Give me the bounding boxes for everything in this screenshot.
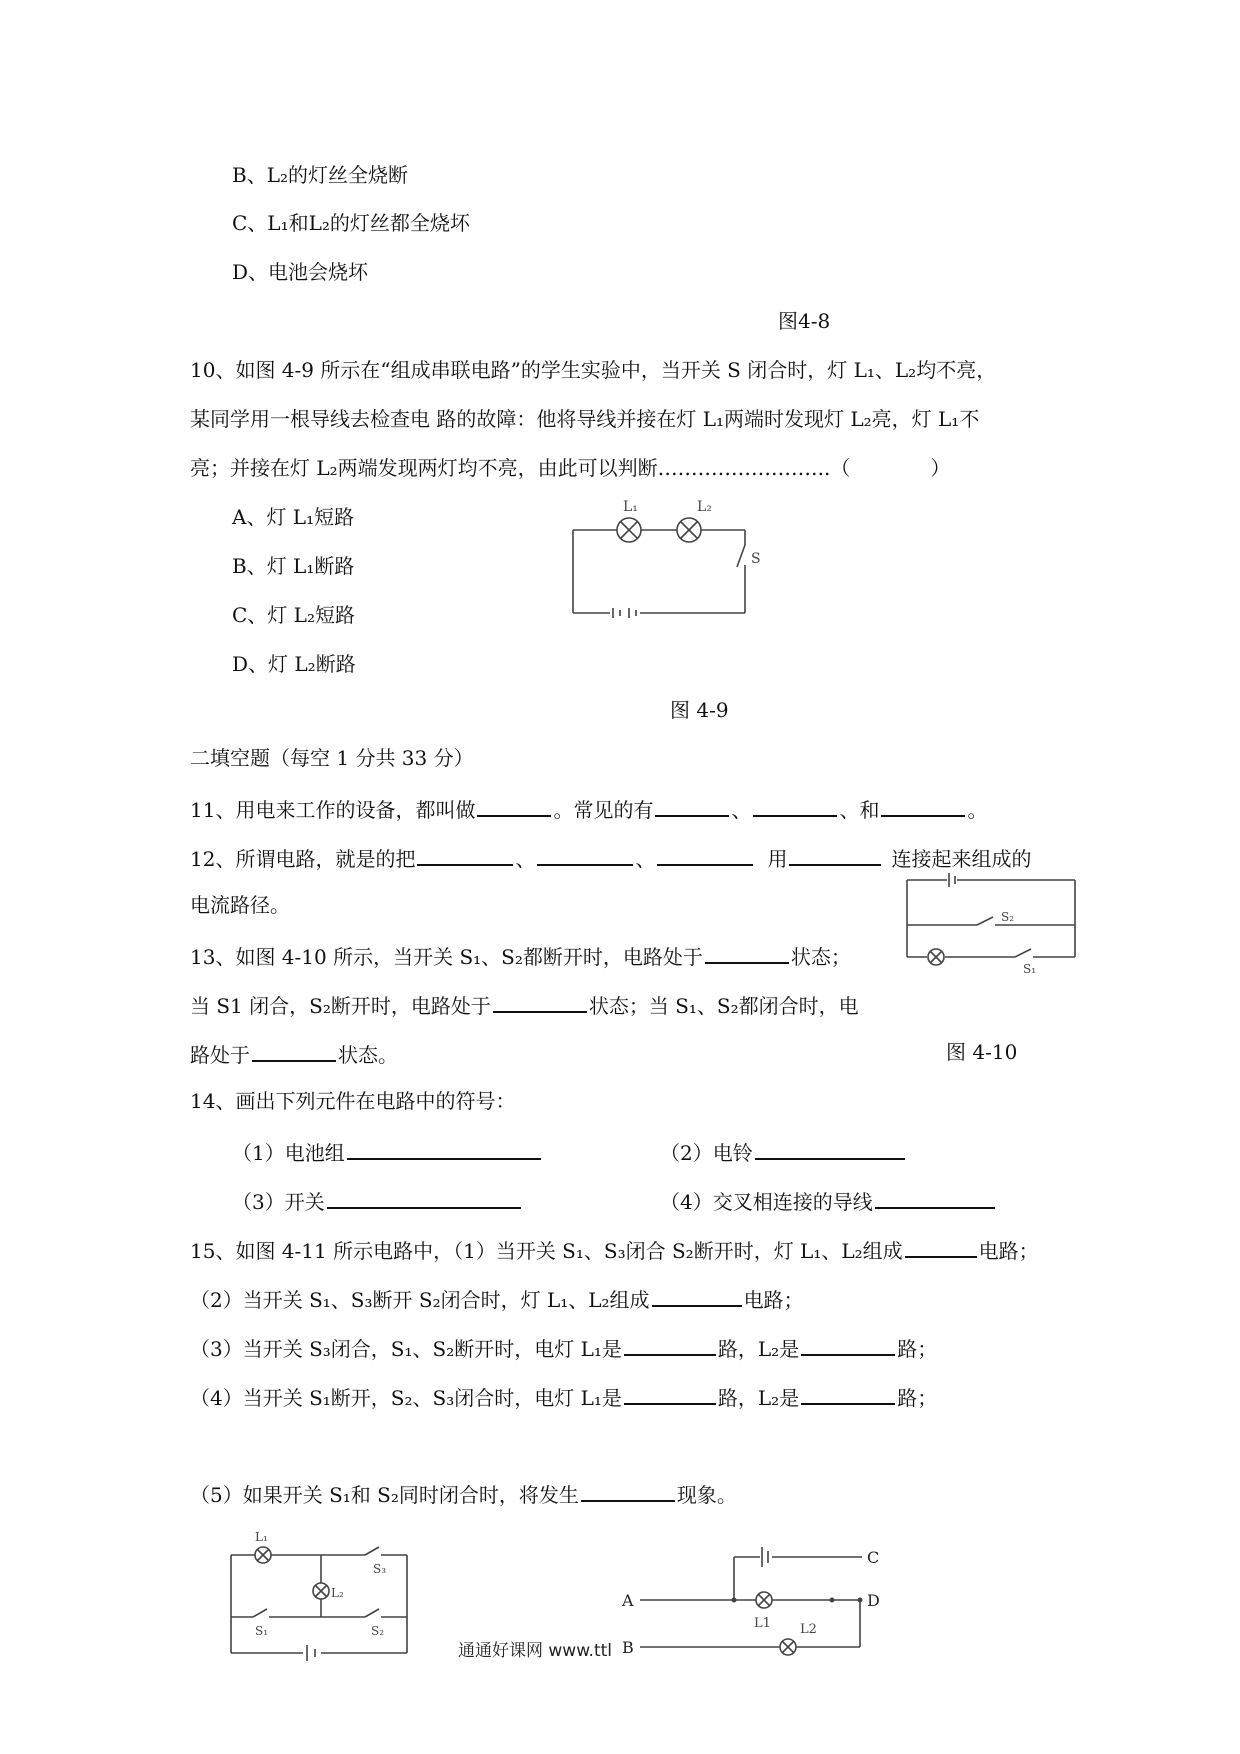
watermark-text: 通通好课网 www.ttl xyxy=(458,1641,613,1661)
q9-option-d: D、电池会烧坏 xyxy=(232,260,369,284)
q13-text-4: 状态；当 S₁、S₂都闭合时，电 xyxy=(588,994,859,1018)
q13-text-6: 状态。 xyxy=(338,1043,398,1067)
q15-text-4b: 路，L₂是 xyxy=(717,1386,800,1410)
q15-text-5a: （5）如果开关 S₁和 S₂同时闭合时，将发生 xyxy=(190,1483,579,1507)
abcd-circuit-diagram xyxy=(622,1535,892,1665)
q11-blank-4[interactable] xyxy=(881,797,965,817)
q13-text-5: 路处于 xyxy=(190,1043,250,1067)
q10-line-3: 亮；并接在灯 L₂两端发现两灯均不亮，由此可以判断……………………..（ ） xyxy=(190,456,951,480)
abcd-label-c: C xyxy=(867,1548,880,1567)
fig49-label-s: S xyxy=(751,551,761,567)
q14-blank-2[interactable] xyxy=(755,1140,905,1160)
q10-option-b: B、灯 L₁断路 xyxy=(232,554,355,578)
figure-4-10-caption: 图 4-10 xyxy=(946,1040,1018,1064)
fig411-label-s3: S₃ xyxy=(373,1562,387,1576)
q10-option-a: A、灯 L₁短路 xyxy=(232,505,355,529)
abcd-label-l1: L1 xyxy=(754,1616,771,1631)
q15-text-3a: （3）当开关 S₃闭合，S₁、S₂断开时，电灯 L₁是 xyxy=(190,1337,622,1361)
fig411-label-l2: L₂ xyxy=(331,1586,344,1600)
figure-4-10-diagram xyxy=(905,875,1085,975)
q12-text-2: 、 xyxy=(515,847,536,871)
q13-blank-1[interactable] xyxy=(705,944,789,964)
q11-text-4: 、和 xyxy=(839,798,880,822)
q13-blank-3[interactable] xyxy=(252,1042,336,1062)
abcd-label-a: A xyxy=(622,1591,634,1610)
q15-text-4a: （4）当开关 S₁断开，S₂、S₃闭合时，电灯 L₁是 xyxy=(190,1386,622,1410)
q14-title: 14、画出下列元件在电路中的符号： xyxy=(190,1089,516,1113)
fig411-label-s2: S₂ xyxy=(371,1624,385,1638)
q15-text-3b: 路，L₂是 xyxy=(717,1337,800,1361)
q15-line-3 xyxy=(190,1336,937,1359)
fig410-label-s2: S₂ xyxy=(1001,910,1015,924)
q10-option-c: C、灯 L₂短路 xyxy=(232,603,355,627)
q14-blank-4[interactable] xyxy=(875,1189,995,1209)
q11-text-2: 。常见的有 xyxy=(553,798,654,822)
q12-text-4: 用 xyxy=(767,847,788,871)
q14-item-4-label: （4）交叉相连接的导线 xyxy=(660,1190,873,1214)
q9-option-c: C、L₁和L₂的灯丝都全烧坏 xyxy=(232,211,470,235)
abcd-label-l2: L2 xyxy=(800,1622,817,1637)
q15-line-4 xyxy=(190,1385,937,1408)
q15-line-1 xyxy=(190,1238,1039,1261)
fig49-label-l2: L₂ xyxy=(697,499,712,515)
q13-text-3: 当 S1 闭合，S₂断开时，电路处于 xyxy=(190,994,491,1018)
q11-blank-3[interactable] xyxy=(753,797,837,817)
q10-line-2: 某同学用一根导线去检查电 路的故障：他将导线并接在灯 L₁两端时发现灯 L₂亮，灯 L₁不 xyxy=(190,407,980,431)
figure-4-11-diagram xyxy=(225,1525,415,1665)
fig49-label-l1: L₁ xyxy=(623,499,638,515)
section-2-title: 二填空题（每空 1 分共 33 分） xyxy=(190,746,474,770)
q10-line-1: 10、如图 4-9 所示在“组成串联电路”的学生实验中，当开关 S 闭合时，灯 L₁、L₂均不亮， xyxy=(190,358,997,382)
q14-item-1 xyxy=(232,1140,543,1163)
q15-text-2b: 电路； xyxy=(743,1288,804,1312)
fig411-label-s1: S₁ xyxy=(255,1624,269,1638)
q15-text-2a: （2）当开关 S₁、S₃断开 S₂闭合时，灯 L₁、L₂组成 xyxy=(190,1288,650,1312)
q12-blank-1[interactable] xyxy=(417,846,513,866)
q12-blank-3[interactable] xyxy=(657,846,753,866)
q11-line xyxy=(190,797,987,820)
q15-blank-7[interactable] xyxy=(581,1482,675,1502)
q14-item-1-label: （1）电池组 xyxy=(232,1141,345,1165)
q13-line-2 xyxy=(190,993,859,1016)
q14-item-2-label: （2）电铃 xyxy=(660,1141,753,1165)
q14-item-3-label: （3）开关 xyxy=(232,1190,325,1214)
figure-4-9-caption: 图 4-9 xyxy=(670,698,729,722)
q12-line-2: 电流路径。 xyxy=(190,893,290,917)
q15-text-3c: 路； xyxy=(897,1337,938,1361)
q15-blank-1[interactable] xyxy=(905,1238,977,1258)
q12-blank-4[interactable] xyxy=(789,846,881,866)
q12-blank-2[interactable] xyxy=(537,846,633,866)
q11-text-3: 、 xyxy=(731,798,752,822)
q13-blank-2[interactable] xyxy=(493,993,587,1013)
figure-4-9-diagram xyxy=(565,495,765,620)
q15-blank-5[interactable] xyxy=(624,1385,716,1405)
fig411-label-l1: L₁ xyxy=(255,1530,268,1544)
q14-item-3 xyxy=(232,1189,523,1212)
q13-line-3 xyxy=(190,1042,398,1065)
fig410-label-s1: S₁ xyxy=(1023,962,1037,976)
q15-blank-3[interactable] xyxy=(624,1336,716,1356)
q11-text-5: 。 xyxy=(967,798,988,822)
q15-line-2 xyxy=(190,1287,804,1310)
abcd-label-b: B xyxy=(622,1638,634,1657)
abcd-label-d: D xyxy=(867,1591,880,1610)
q15-blank-4[interactable] xyxy=(801,1336,895,1356)
q12-line-1 xyxy=(190,846,1031,869)
q11-blank-2[interactable] xyxy=(655,797,729,817)
q14-item-2 xyxy=(660,1140,907,1163)
q11-blank-1[interactable] xyxy=(477,797,551,817)
q15-blank-2[interactable] xyxy=(652,1287,742,1307)
q12-text-3: 、 xyxy=(635,847,656,871)
q15-text-1b: 电路； xyxy=(978,1239,1039,1263)
q15-text-5b: 现象。 xyxy=(676,1483,737,1507)
q15-text-4c: 路； xyxy=(897,1386,938,1410)
q14-blank-1[interactable] xyxy=(347,1140,541,1160)
figure-4-8-caption: 图4-8 xyxy=(778,309,831,333)
q14-blank-3[interactable] xyxy=(327,1189,521,1209)
q13-text-1: 13、如图 4-10 所示，当开关 S₁、S₂都断开时，电路处于 xyxy=(190,945,703,969)
q13-text-2: 状态； xyxy=(790,945,851,969)
q13-line-1 xyxy=(190,944,851,967)
q12-text-1: 12、所谓电路，就是的把 xyxy=(190,847,416,871)
q15-blank-6[interactable] xyxy=(801,1385,895,1405)
q15-text-1a: 15、如图 4-11 所示电路中，（1）当开关 S₁、S₃闭合 S₂断开时，灯 L₁、L₂组成 xyxy=(190,1239,903,1263)
q12-text-5: 连接起来组成的 xyxy=(891,847,1032,871)
q9-option-b: B、L₂的灯丝全烧断 xyxy=(232,163,408,187)
q10-option-d: D、灯 L₂断路 xyxy=(232,652,356,676)
q14-item-4 xyxy=(660,1189,997,1212)
q15-line-5 xyxy=(190,1482,737,1505)
q11-text-1: 11、用电来工作的设备，都叫做 xyxy=(190,798,476,822)
